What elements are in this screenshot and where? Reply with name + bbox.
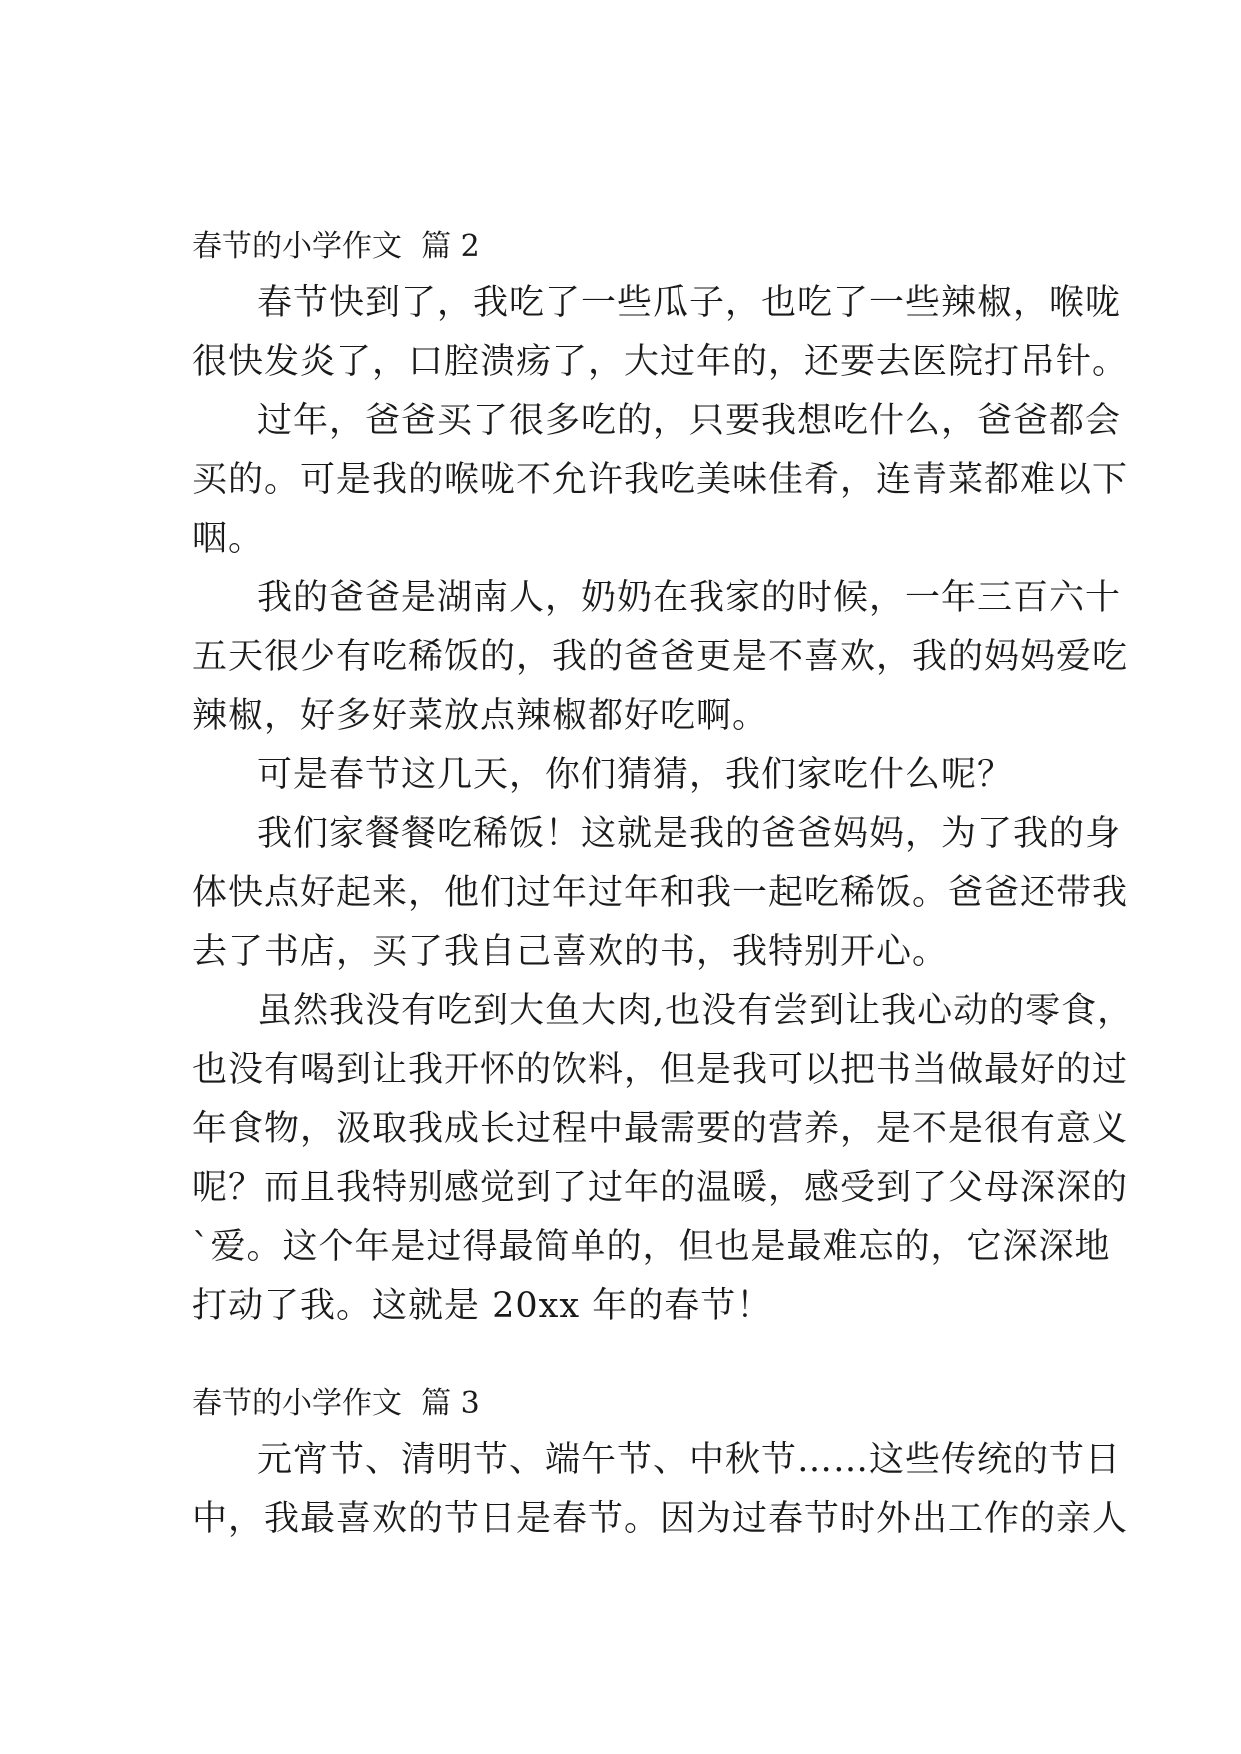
text-line: 可是春节这几天，你们猜猜，我们家吃什么呢？ — [257, 755, 1014, 795]
text-line: 买的。可是我的喉咙不允许我吃美味佳肴，连青菜都难以下 — [192, 460, 1129, 500]
text-line: 五天很少有吃稀饭的，我的爸爸更是不喜欢，我的妈妈爱吃 — [192, 637, 1129, 677]
section-heading-2: 春节的小学作文 篇 2 — [192, 229, 480, 264]
text-line: 体快点好起来，他们过年过年和我一起吃稀饭。爸爸还带我 — [192, 873, 1129, 913]
text-line: 元宵节、清明节、端午节、中秋节……这些传统的节日 — [257, 1440, 1122, 1480]
text-line: 过年，爸爸买了很多吃的，只要我想吃什么，爸爸都会 — [257, 401, 1122, 441]
section-heading-3: 春节的小学作文 篇 3 — [192, 1386, 480, 1421]
text-line: 虽然我没有吃到大鱼大肉,也没有尝到让我心动的零食， — [257, 991, 1134, 1031]
text-line: 咽。 — [192, 519, 265, 559]
text-line: 呢？而且我特别感觉到了过年的温暖，感受到了父母深深的 — [192, 1168, 1129, 1208]
text-line: 春节快到了，我吃了一些瓜子，也吃了一些辣椒，喉咙 — [257, 283, 1122, 323]
text-line: 也没有喝到让我开怀的饮料，但是我可以把书当做最好的过 — [192, 1050, 1129, 1090]
text-line: 去了书店，买了我自己喜欢的书，我特别开心。 — [192, 932, 949, 972]
text-line: 很快发炎了，口腔溃疡了，大过年的，还要去医院打吊针。 — [192, 342, 1129, 382]
text-line: `爱。这个年是过得最简单的，但也是最难忘的，它深深地 — [192, 1227, 1111, 1267]
text-line: 年食物，汲取我成长过程中最需要的营养，是不是很有意义 — [192, 1109, 1129, 1149]
text-line: 我们家餐餐吃稀饭！这就是我的爸爸妈妈，为了我的身 — [257, 814, 1122, 854]
text-line: 中，我最喜欢的节日是春节。因为过春节时外出工作的亲人 — [192, 1499, 1129, 1539]
text-line: 我的爸爸是湖南人，奶奶在我家的时候，一年三百六十 — [257, 578, 1122, 618]
text-line: 辣椒，好多好菜放点辣椒都好吃啊。 — [192, 696, 769, 736]
text-line: 打动了我。这就是 20xx 年的春节！ — [192, 1286, 773, 1326]
